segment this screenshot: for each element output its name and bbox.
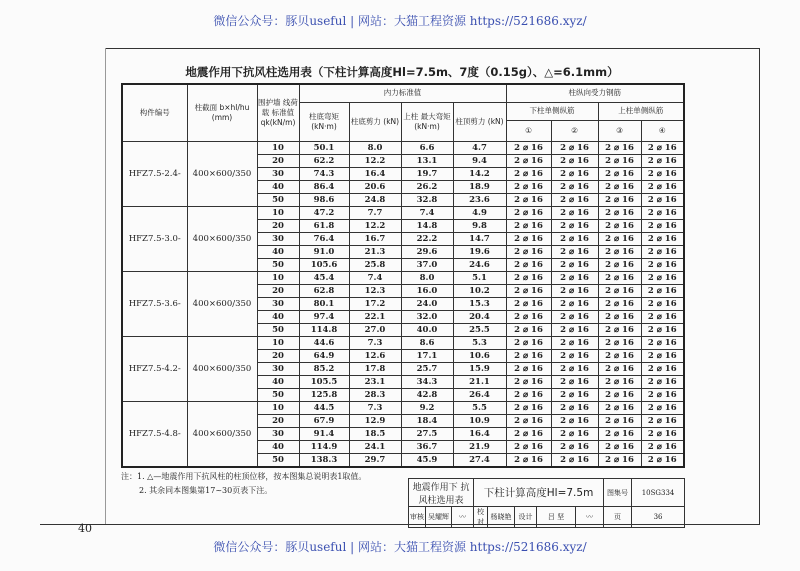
rebar-cell: 2 ⌀ 16 xyxy=(598,440,641,453)
rebar-cell: 2 ⌀ 16 xyxy=(641,362,684,375)
load-value: 40 xyxy=(257,180,299,193)
rebar-cell: 2 ⌀ 16 xyxy=(598,362,641,375)
rebar-cell: 2 ⌀ 16 xyxy=(598,258,641,271)
page-number: 40 xyxy=(78,522,92,535)
upper-moment: 34.3 xyxy=(401,375,453,388)
rebar-cell: 2 ⌀ 16 xyxy=(598,388,641,401)
upper-moment: 17.1 xyxy=(401,349,453,362)
bottom-shear: 21.3 xyxy=(349,245,401,258)
rebar-cell: 2 ⌀ 16 xyxy=(598,206,641,219)
rebar-cell: 2 ⌀ 16 xyxy=(506,297,551,310)
note-2: 2. 其余同本图集第17~30页表下注。 xyxy=(139,486,273,495)
upper-moment: 16.0 xyxy=(401,284,453,297)
rebar-cell: 2 ⌀ 16 xyxy=(641,323,684,336)
header-v: 柱底剪力 (kN) xyxy=(349,102,401,141)
bottom-shear: 29.7 xyxy=(349,453,401,467)
load-value: 50 xyxy=(257,323,299,336)
bottom-shear: 7.3 xyxy=(349,336,401,349)
rebar-cell: 2 ⌀ 16 xyxy=(551,362,598,375)
bottom-moment: 105.5 xyxy=(299,375,349,388)
rebar-cell: 2 ⌀ 16 xyxy=(551,427,598,440)
rebar-cell: 2 ⌀ 16 xyxy=(506,453,551,467)
bottom-shear: 12.6 xyxy=(349,349,401,362)
tb-subtitle: 下柱计算高度Hl=7.5m xyxy=(474,479,604,507)
rebar-cell: 2 ⌀ 16 xyxy=(641,180,684,193)
load-value: 10 xyxy=(257,271,299,284)
table-title: 地震作用下抗风柱选用表（下柱计算高度Hl=7.5m、7度（0.15g）、△=6.1mm） xyxy=(185,65,619,79)
rebar-cell: 2 ⌀ 16 xyxy=(506,271,551,284)
header-load: 围护墙 线荷载 标准值 qk(kN/m) xyxy=(257,84,299,141)
rebar-cell: 2 ⌀ 16 xyxy=(506,154,551,167)
rebar-cell: 2 ⌀ 16 xyxy=(641,440,684,453)
load-value: 50 xyxy=(257,388,299,401)
rebar-cell: 2 ⌀ 16 xyxy=(551,349,598,362)
top-shear: 24.6 xyxy=(453,258,506,271)
top-shear: 18.9 xyxy=(453,180,506,193)
member-id: HFZ7.5-4.8- xyxy=(122,401,187,467)
bottom-moment: 114.9 xyxy=(299,440,349,453)
rebar-cell: 2 ⌀ 16 xyxy=(506,219,551,232)
bottom-shear: 22.1 xyxy=(349,310,401,323)
bottom-moment: 44.6 xyxy=(299,336,349,349)
rebar-cell: 2 ⌀ 16 xyxy=(641,167,684,180)
top-shear: 5.5 xyxy=(453,401,506,414)
tb-atlas-label: 图集号 xyxy=(604,479,632,507)
rebar-cell: 2 ⌀ 16 xyxy=(598,232,641,245)
rebar-cell: 2 ⌀ 16 xyxy=(506,310,551,323)
header-m: 柱底弯矩 (kN·m) xyxy=(299,102,349,141)
bottom-moment: 138.3 xyxy=(299,453,349,467)
upper-moment: 37.0 xyxy=(401,258,453,271)
rebar-cell: 2 ⌀ 16 xyxy=(551,193,598,206)
rebar-cell: 2 ⌀ 16 xyxy=(506,193,551,206)
top-shear: 15.9 xyxy=(453,362,506,375)
load-value: 30 xyxy=(257,297,299,310)
table-row xyxy=(122,336,684,349)
watermark-bottom: 微信公众号：豚贝useful | 网站：大猫工程资源 https://521686.xyz/ xyxy=(213,540,587,554)
top-shear: 4.7 xyxy=(453,141,506,154)
bottom-moment: 98.6 xyxy=(299,193,349,206)
member-id: HFZ7.5-4.2- xyxy=(122,336,187,401)
rebar-cell: 2 ⌀ 16 xyxy=(598,375,641,388)
signature: 〰 xyxy=(452,507,474,528)
rebar-cell: 2 ⌀ 16 xyxy=(506,206,551,219)
bottom-moment: 125.8 xyxy=(299,388,349,401)
load-value: 50 xyxy=(257,193,299,206)
rebar-cell: 2 ⌀ 16 xyxy=(551,245,598,258)
rebar-cell: 2 ⌀ 16 xyxy=(551,310,598,323)
member-id: HFZ7.5-2.4- xyxy=(122,141,187,206)
rebar-cell: 2 ⌀ 16 xyxy=(551,336,598,349)
rebar-cell: 2 ⌀ 16 xyxy=(641,271,684,284)
upper-moment: 19.7 xyxy=(401,167,453,180)
section-size: 400×600/350 xyxy=(187,401,257,467)
load-value: 20 xyxy=(257,284,299,297)
rebar-cell: 2 ⌀ 16 xyxy=(641,453,684,467)
note-1: 注：1. △—地震作用下抗风柱的柱顶位移，按本图集总说明表1取值。 xyxy=(121,472,367,481)
upper-moment: 26.2 xyxy=(401,180,453,193)
rebar-cell: 2 ⌀ 16 xyxy=(641,414,684,427)
rebar-cell: 2 ⌀ 16 xyxy=(641,245,684,258)
bottom-shear: 23.1 xyxy=(349,375,401,388)
bottom-shear: 24.8 xyxy=(349,193,401,206)
tb-check: 校对 xyxy=(474,507,488,528)
rebar-cell: 2 ⌀ 16 xyxy=(641,427,684,440)
bottom-moment: 91.4 xyxy=(299,427,349,440)
rebar-cell: 2 ⌀ 16 xyxy=(598,427,641,440)
load-value: 10 xyxy=(257,141,299,154)
top-shear: 25.5 xyxy=(453,323,506,336)
rebar-cell: 2 ⌀ 16 xyxy=(641,219,684,232)
rebar-cell: 2 ⌀ 16 xyxy=(641,284,684,297)
top-shear: 27.4 xyxy=(453,453,506,467)
header-section: 柱截面 b×hl/hu (mm) xyxy=(187,84,257,141)
upper-moment: 8.6 xyxy=(401,336,453,349)
rebar-cell: 2 ⌀ 16 xyxy=(551,219,598,232)
tb-page-label: 页 xyxy=(604,507,632,528)
top-shear: 26.4 xyxy=(453,388,506,401)
section-size: 400×600/350 xyxy=(187,206,257,271)
rebar-cell: 2 ⌀ 16 xyxy=(598,414,641,427)
rebar-cell: 2 ⌀ 16 xyxy=(598,297,641,310)
rebar-cell: 2 ⌀ 16 xyxy=(641,193,684,206)
load-value: 30 xyxy=(257,232,299,245)
header-c3: ③ xyxy=(598,120,641,141)
bottom-shear: 7.3 xyxy=(349,401,401,414)
load-value: 30 xyxy=(257,362,299,375)
rebar-cell: 2 ⌀ 16 xyxy=(598,349,641,362)
upper-moment: 45.9 xyxy=(401,453,453,467)
table-row xyxy=(122,271,684,284)
load-value: 40 xyxy=(257,440,299,453)
top-shear: 23.6 xyxy=(453,193,506,206)
watermark-top: 微信公众号：豚贝useful | 网站：大猫工程资源 https://521686.xyz/ xyxy=(213,14,587,28)
rebar-cell: 2 ⌀ 16 xyxy=(506,167,551,180)
member-id: HFZ7.5-3.0- xyxy=(122,206,187,271)
bottom-moment: 44.5 xyxy=(299,401,349,414)
load-value: 20 xyxy=(257,349,299,362)
tb-design: 设计 xyxy=(515,507,537,528)
bottom-moment: 80.1 xyxy=(299,297,349,310)
upper-moment: 18.4 xyxy=(401,414,453,427)
load-value: 20 xyxy=(257,219,299,232)
bottom-moment: 62.8 xyxy=(299,284,349,297)
bottom-moment: 86.4 xyxy=(299,180,349,193)
bottom-moment: 61.8 xyxy=(299,219,349,232)
bottom-shear: 17.8 xyxy=(349,362,401,375)
rebar-cell: 2 ⌀ 16 xyxy=(598,453,641,467)
bottom-shear: 28.3 xyxy=(349,388,401,401)
top-shear: 5.3 xyxy=(453,336,506,349)
load-value: 30 xyxy=(257,427,299,440)
rebar-cell: 2 ⌀ 16 xyxy=(598,336,641,349)
rebar-cell: 2 ⌀ 16 xyxy=(506,401,551,414)
rebar-cell: 2 ⌀ 16 xyxy=(551,453,598,467)
bottom-shear: 25.8 xyxy=(349,258,401,271)
bottom-moment: 45.4 xyxy=(299,271,349,284)
rebar-cell: 2 ⌀ 16 xyxy=(506,284,551,297)
bottom-shear: 7.7 xyxy=(349,206,401,219)
upper-moment: 6.6 xyxy=(401,141,453,154)
table-row xyxy=(122,141,684,154)
table-row xyxy=(122,401,684,414)
rebar-cell: 2 ⌀ 16 xyxy=(506,440,551,453)
rebar-cell: 2 ⌀ 16 xyxy=(506,141,551,154)
upper-moment: 36.7 xyxy=(401,440,453,453)
rebar-cell: 2 ⌀ 16 xyxy=(551,388,598,401)
rebar-cell: 2 ⌀ 16 xyxy=(506,245,551,258)
rebar-cell: 2 ⌀ 16 xyxy=(641,310,684,323)
bottom-shear: 16.7 xyxy=(349,232,401,245)
rebar-cell: 2 ⌀ 16 xyxy=(598,310,641,323)
rebar-cell: 2 ⌀ 16 xyxy=(506,336,551,349)
rebar-cell: 2 ⌀ 16 xyxy=(598,245,641,258)
upper-moment: 8.0 xyxy=(401,271,453,284)
section-size: 400×600/350 xyxy=(187,336,257,401)
rebar-cell: 2 ⌀ 16 xyxy=(598,141,641,154)
top-shear: 15.3 xyxy=(453,297,506,310)
signature: 〰 xyxy=(576,507,604,528)
rebar-cell: 2 ⌀ 16 xyxy=(551,206,598,219)
load-value: 40 xyxy=(257,310,299,323)
header-lower: 下柱单侧纵筋 xyxy=(506,102,598,120)
bottom-shear: 12.9 xyxy=(349,414,401,427)
bottom-shear: 24.1 xyxy=(349,440,401,453)
rebar-cell: 2 ⌀ 16 xyxy=(641,401,684,414)
rebar-cell: 2 ⌀ 16 xyxy=(598,167,641,180)
header-forces: 内力标准值 xyxy=(299,84,506,102)
rebar-cell: 2 ⌀ 16 xyxy=(641,232,684,245)
bottom-moment: 105.6 xyxy=(299,258,349,271)
rebar-cell: 2 ⌀ 16 xyxy=(551,401,598,414)
upper-moment: 29.6 xyxy=(401,245,453,258)
rebar-cell: 2 ⌀ 16 xyxy=(506,375,551,388)
rebar-cell: 2 ⌀ 16 xyxy=(551,258,598,271)
rebar-cell: 2 ⌀ 16 xyxy=(551,375,598,388)
top-shear: 21.1 xyxy=(453,375,506,388)
upper-moment: 42.8 xyxy=(401,388,453,401)
upper-moment: 40.0 xyxy=(401,323,453,336)
rebar-cell: 2 ⌀ 16 xyxy=(506,388,551,401)
section-size: 400×600/350 xyxy=(187,271,257,336)
top-shear: 9.4 xyxy=(453,154,506,167)
frame-line xyxy=(105,48,106,525)
load-value: 10 xyxy=(257,206,299,219)
bottom-moment: 50.1 xyxy=(299,141,349,154)
bottom-shear: 8.0 xyxy=(349,141,401,154)
upper-moment: 25.7 xyxy=(401,362,453,375)
table-body xyxy=(122,141,684,467)
rebar-cell: 2 ⌀ 16 xyxy=(551,284,598,297)
header-c4: ④ xyxy=(641,120,684,141)
rebar-cell: 2 ⌀ 16 xyxy=(551,414,598,427)
bottom-moment: 64.9 xyxy=(299,349,349,362)
load-value: 40 xyxy=(257,245,299,258)
upper-moment: 14.8 xyxy=(401,219,453,232)
header-id: 构件编号 xyxy=(122,84,187,141)
load-value: 50 xyxy=(257,258,299,271)
frame-line xyxy=(759,48,760,525)
section-size: 400×600/350 xyxy=(187,141,257,206)
top-shear: 16.4 xyxy=(453,427,506,440)
selection-table xyxy=(121,83,685,468)
bottom-moment: 91.0 xyxy=(299,245,349,258)
upper-moment: 22.2 xyxy=(401,232,453,245)
rebar-cell: 2 ⌀ 16 xyxy=(641,206,684,219)
tb-atlas-no: 10SG334 xyxy=(632,479,685,507)
bottom-moment: 76.4 xyxy=(299,232,349,245)
bottom-moment: 62.2 xyxy=(299,154,349,167)
bottom-shear: 18.5 xyxy=(349,427,401,440)
upper-moment: 27.5 xyxy=(401,427,453,440)
header-upper: 上柱单侧纵筋 xyxy=(598,102,684,120)
load-value: 50 xyxy=(257,453,299,467)
rebar-cell: 2 ⌀ 16 xyxy=(551,180,598,193)
load-value: 20 xyxy=(257,154,299,167)
top-shear: 20.4 xyxy=(453,310,506,323)
rebar-cell: 2 ⌀ 16 xyxy=(506,362,551,375)
rebar-cell: 2 ⌀ 16 xyxy=(506,258,551,271)
table-row xyxy=(122,206,684,219)
upper-moment: 13.1 xyxy=(401,154,453,167)
upper-moment: 7.4 xyxy=(401,206,453,219)
tb-review: 审核 xyxy=(409,507,426,528)
rebar-cell: 2 ⌀ 16 xyxy=(506,427,551,440)
load-value: 40 xyxy=(257,375,299,388)
header-mt: 上柱 最大弯矩 (kN·m) xyxy=(401,102,453,141)
rebar-cell: 2 ⌀ 16 xyxy=(506,180,551,193)
rebar-cell: 2 ⌀ 16 xyxy=(506,323,551,336)
tb-checker: 杨晓艳 xyxy=(488,507,515,528)
upper-moment: 24.0 xyxy=(401,297,453,310)
top-shear: 10.6 xyxy=(453,349,506,362)
bottom-shear: 20.6 xyxy=(349,180,401,193)
frame-line xyxy=(105,48,760,49)
member-id: HFZ7.5-3.6- xyxy=(122,271,187,336)
bottom-shear: 7.4 xyxy=(349,271,401,284)
rebar-cell: 2 ⌀ 16 xyxy=(598,284,641,297)
top-shear: 4.9 xyxy=(453,206,506,219)
rebar-cell: 2 ⌀ 16 xyxy=(598,323,641,336)
bottom-shear: 16.4 xyxy=(349,167,401,180)
bottom-moment: 97.4 xyxy=(299,310,349,323)
bottom-shear: 12.3 xyxy=(349,284,401,297)
top-shear: 5.1 xyxy=(453,271,506,284)
rebar-cell: 2 ⌀ 16 xyxy=(551,297,598,310)
upper-moment: 32.0 xyxy=(401,310,453,323)
rebar-cell: 2 ⌀ 16 xyxy=(641,388,684,401)
rebar-cell: 2 ⌀ 16 xyxy=(506,232,551,245)
load-value: 20 xyxy=(257,414,299,427)
rebar-cell: 2 ⌀ 16 xyxy=(598,193,641,206)
bottom-shear: 27.0 xyxy=(349,323,401,336)
rebar-cell: 2 ⌀ 16 xyxy=(641,297,684,310)
header-c2: ② xyxy=(551,120,598,141)
rebar-cell: 2 ⌀ 16 xyxy=(551,440,598,453)
tb-name: 地震作用下 抗风柱选用表 xyxy=(409,479,474,507)
rebar-cell: 2 ⌀ 16 xyxy=(598,401,641,414)
rebar-cell: 2 ⌀ 16 xyxy=(641,349,684,362)
rebar-cell: 2 ⌀ 16 xyxy=(641,336,684,349)
title-block xyxy=(408,478,685,528)
tb-page-no: 36 xyxy=(632,507,685,528)
load-value: 30 xyxy=(257,167,299,180)
tb-reviewer: 吴耀辉 xyxy=(426,507,452,528)
rebar-cell: 2 ⌀ 16 xyxy=(551,271,598,284)
top-shear: 19.6 xyxy=(453,245,506,258)
bottom-shear: 17.2 xyxy=(349,297,401,310)
top-shear: 14.7 xyxy=(453,232,506,245)
rebar-cell: 2 ⌀ 16 xyxy=(506,349,551,362)
rebar-cell: 2 ⌀ 16 xyxy=(551,232,598,245)
header-rebar: 柱纵向受力钢筋 xyxy=(506,84,684,102)
bottom-shear: 12.2 xyxy=(349,154,401,167)
upper-moment: 9.2 xyxy=(401,401,453,414)
bottom-moment: 85.2 xyxy=(299,362,349,375)
notes xyxy=(121,470,366,498)
rebar-cell: 2 ⌀ 16 xyxy=(551,323,598,336)
rebar-cell: 2 ⌀ 16 xyxy=(551,141,598,154)
rebar-cell: 2 ⌀ 16 xyxy=(641,141,684,154)
top-shear: 10.2 xyxy=(453,284,506,297)
rebar-cell: 2 ⌀ 16 xyxy=(641,375,684,388)
rebar-cell: 2 ⌀ 16 xyxy=(598,219,641,232)
load-value: 10 xyxy=(257,401,299,414)
top-shear: 10.9 xyxy=(453,414,506,427)
rebar-cell: 2 ⌀ 16 xyxy=(506,414,551,427)
rebar-cell: 2 ⌀ 16 xyxy=(551,167,598,180)
rebar-cell: 2 ⌀ 16 xyxy=(641,258,684,271)
bottom-moment: 67.9 xyxy=(299,414,349,427)
bottom-moment: 47.2 xyxy=(299,206,349,219)
top-shear: 21.9 xyxy=(453,440,506,453)
bottom-moment: 114.8 xyxy=(299,323,349,336)
top-shear: 9.8 xyxy=(453,219,506,232)
header-vt: 柱顶剪力 (kN) xyxy=(453,102,506,141)
rebar-cell: 2 ⌀ 16 xyxy=(598,154,641,167)
upper-moment: 32.8 xyxy=(401,193,453,206)
tb-designer: 吕 坚 xyxy=(537,507,576,528)
rebar-cell: 2 ⌀ 16 xyxy=(551,154,598,167)
header-c1: ① xyxy=(506,120,551,141)
load-value: 10 xyxy=(257,336,299,349)
bottom-shear: 12.2 xyxy=(349,219,401,232)
top-shear: 14.2 xyxy=(453,167,506,180)
rebar-cell: 2 ⌀ 16 xyxy=(598,180,641,193)
bottom-moment: 74.3 xyxy=(299,167,349,180)
rebar-cell: 2 ⌀ 16 xyxy=(598,271,641,284)
rebar-cell: 2 ⌀ 16 xyxy=(641,154,684,167)
